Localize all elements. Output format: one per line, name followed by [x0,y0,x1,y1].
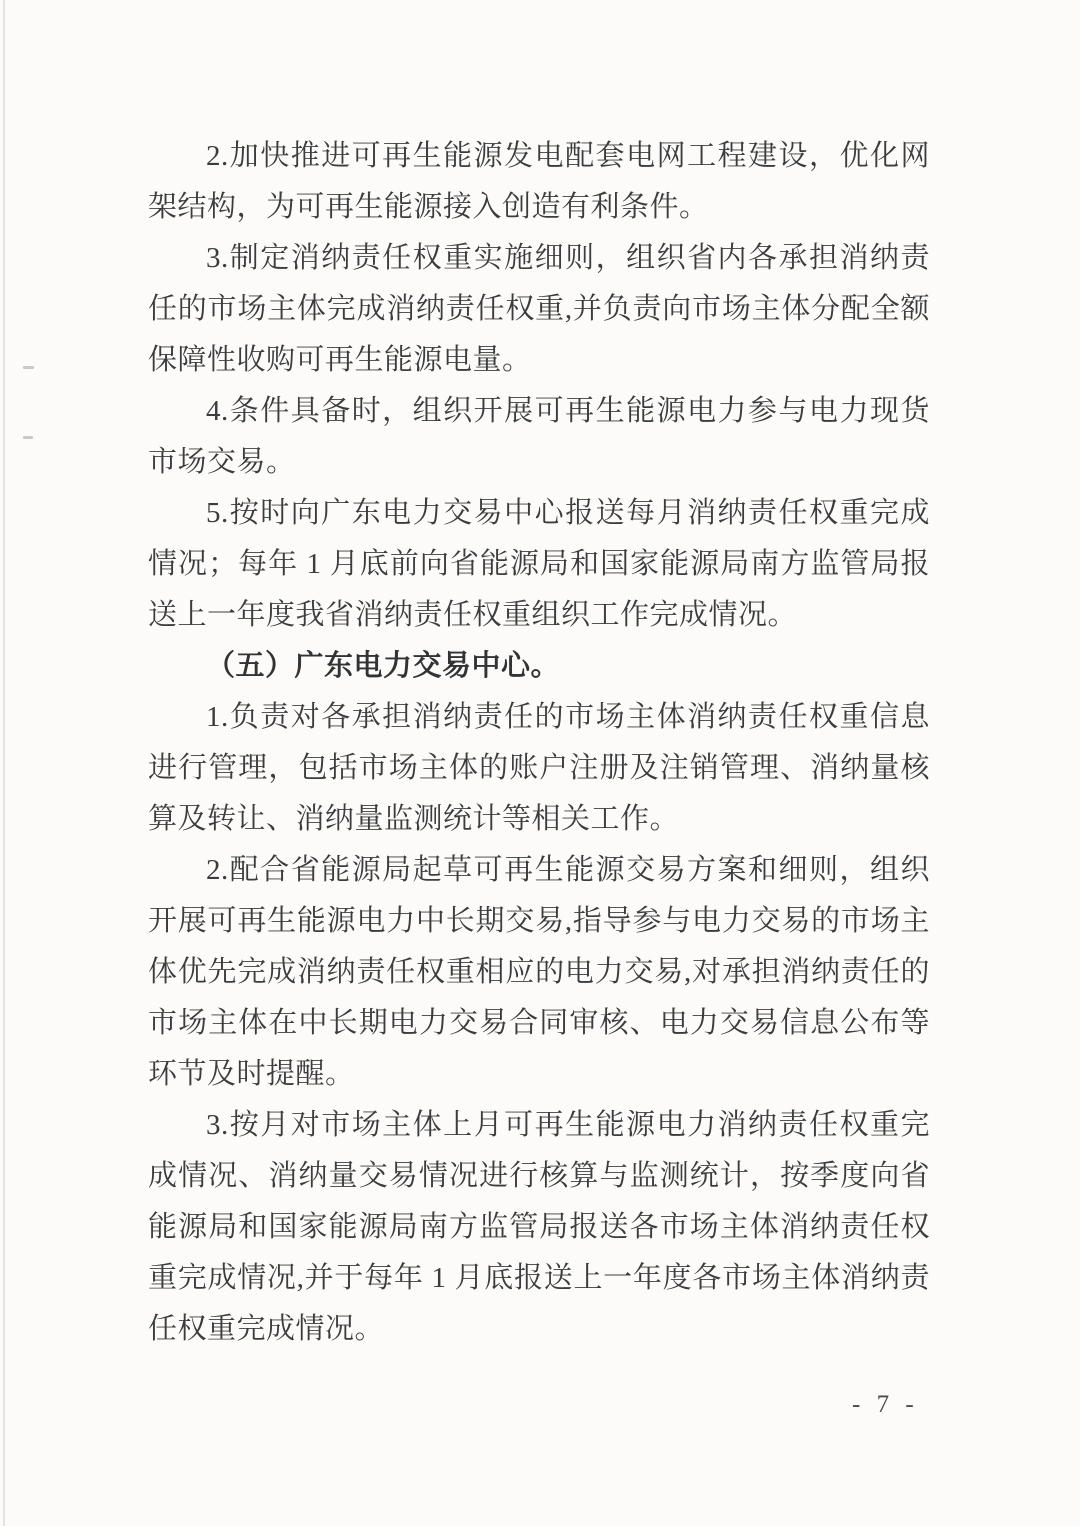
scan-artifact-dash [23,436,33,439]
paragraph: 2.加快推进可再生能源发电配套电网工程建设，优化网架结构，为可再生能源接入创造有利条件。 [148,140,930,223]
paragraph: 1.负责对各承担消纳责任的市场主体消纳责任权重信息进行管理，包括市场主体的账户注册及注销管理、消纳量核算及转让、消纳量监测统计等相关工作。 [148,701,930,835]
document-body [148,131,930,1355]
section-heading: （五）广东电力交易中心。 [206,650,561,682]
paragraph: 4.条件具备时，组织开展可再生能源电力参与电力现货市场交易。 [148,395,930,478]
paragraph: 3.制定消纳责任权重实施细则，组织省内各承担消纳责任的市场主体完成消纳责任权重,并负责向市场主体分配全额保障性收购可再生能源电量。 [148,242,930,376]
page-number: - 7 - [852,1391,919,1418]
scan-artifact-dash [23,366,34,369]
paragraph: 3.按月对市场主体上月可再生能源电力消纳责任权重完成情况、消纳量交易情况进行核算与监测统计，按季度向省能源局和国家能源局南方监管局报送各市场主体消纳责任权重完成情况,并于每年 1 月底报送上一年度各市场主体消纳责任权重完成情况。 [148,1109,930,1345]
paragraph: 5.按时向广东电力交易中心报送每月消纳责任权重完成情况；每年 1 月底前向省能源局和国家能源局南方监管局报送上一年度我省消纳责任权重组织工作完成情况。 [148,497,930,631]
page-edge-shadow [3,0,5,1526]
paragraph: 2.配合省能源局起草可再生能源交易方案和细则，组织开展可再生能源电力中长期交易,指导参与电力交易的市场主体优先完成消纳责任权重相应的电力交易,对承担消纳责任的市场主体在中长期电力交易合同审核、电力交易信息公布等环节及时提醒。 [148,854,930,1090]
